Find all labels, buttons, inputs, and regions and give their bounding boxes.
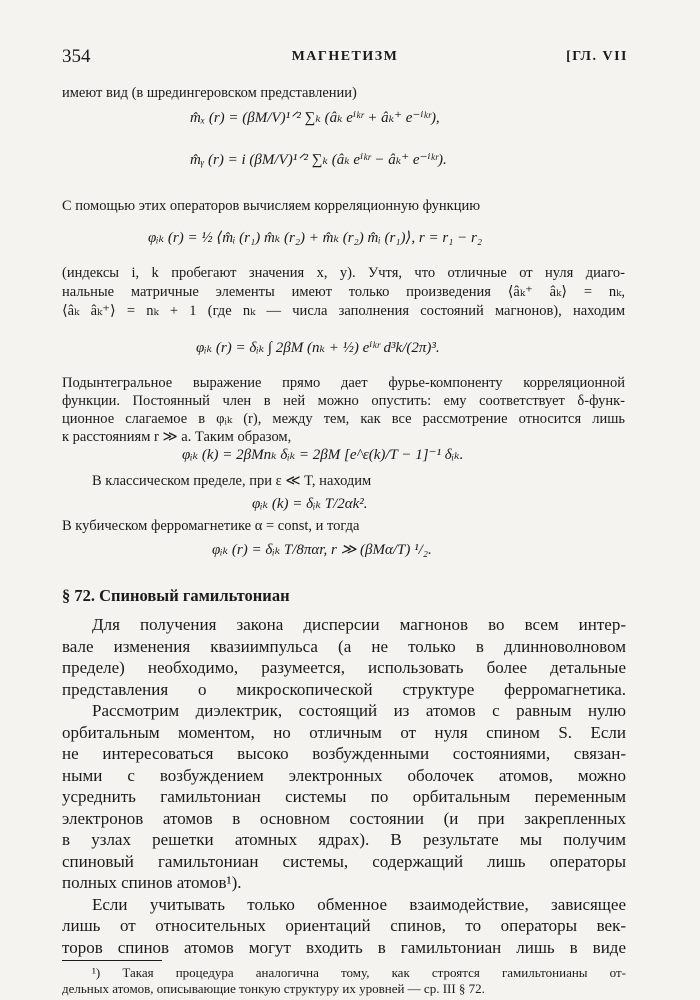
body-line: ными с возбуждением электронных оболочек атомов, можно xyxy=(62,766,626,785)
body-line: представления о микроскопической структуре ферромагнетика. xyxy=(62,680,626,699)
body-line: торов спинов атомов могут входить в гамильтониан лишь в виде xyxy=(62,938,626,957)
equation-my: m̂ᵧ (r) = i (βM/V)¹ᐟ² ∑ₖ (âₖ eⁱᵏʳ − âₖ⁺ e⁻ⁱᵏʳ). xyxy=(190,152,447,168)
body-line: электронов атомов в основном состоянии (и при закрепленных xyxy=(62,809,626,828)
body-line: не интересоваться высоко возбужденными состояниями, связан- xyxy=(62,744,626,763)
equation-phi-cubic: φᵢₖ (r) = δᵢₖ T/8παr, r ≫ (βMα/T) ¹/₂. xyxy=(212,542,432,558)
body-line: полных спинов атомов¹). xyxy=(62,873,242,892)
equation-phi-classical: φᵢₖ (k) = δᵢₖ T/2αk². xyxy=(252,496,368,512)
footnote-line: ¹) Такая процедура аналогична тому, как строятся гамильтонианы от- xyxy=(92,965,626,980)
page-header xyxy=(62,46,628,70)
body-line: Для получения закона дисперсии магнонов во всем интер- xyxy=(92,615,626,634)
equation-phi-k: φᵢₖ (k) = 2βMnₖ δᵢₖ = 2βM [e^ε(k)/T − 1]⁻¹ δᵢₖ. xyxy=(182,447,464,463)
body-line: Если учитывать только обменное взаимодействие, зависящее xyxy=(92,895,626,914)
paragraph-line: нальные матричные элементы имеют только произведения ⟨âₖ⁺ âₖ⟩ = nₖ, xyxy=(62,284,625,300)
body-line: орбитальным моментом, но отличным от нуля спином S. Если xyxy=(62,723,626,742)
paragraph-line: функции. Постоянный член в ней можно опустить: ему соответствует δ-функ- xyxy=(62,393,625,409)
equation-mx: m̂ₓ (r) = (βM/V)¹ᐟ² ∑ₖ (âₖ eⁱᵏʳ + âₖ⁺ e⁻ⁱᵏʳ), xyxy=(190,110,440,126)
paragraph-line: к расстояниям r ≫ a. Таким образом, xyxy=(62,429,292,445)
equation-phi-definition: φᵢₖ (r) = ½ ⟨m̂ᵢ (r₁) m̂ₖ (r₂) + m̂ₖ (r₂) m̂ᵢ (r₁)⟩, r = r₁ − r₂ xyxy=(148,230,483,246)
body-line: Рассмотрим диэлектрик, состоящий из атомов с равным нулю xyxy=(92,701,626,720)
body-line: вале изменения квазиимпульса (а не только в длинноволновом xyxy=(62,637,626,656)
paragraph-line: ционное слагаемое в φᵢₖ (r), между тем, как все рассмотрение относится лишь xyxy=(62,411,625,427)
paragraph-line: ⟨âₖ âₖ⁺⟩ = nₖ + 1 (где nₖ — числа заполнения состояний магнонов), находим xyxy=(62,303,625,319)
equation-phi-integral: φᵢₖ (r) = δᵢₖ ∫ 2βM (nₖ + ½) eⁱᵏʳ d³k/(2π)³. xyxy=(196,340,440,356)
chapter-label: [ГЛ. VII xyxy=(566,49,628,64)
footnote-rule xyxy=(62,960,162,961)
body-line: пределе) необходимо, разумеется, использовать более детальные xyxy=(62,658,626,677)
paragraph-line: Подынтегральное выражение прямо дает фурье-компоненту корреляционной xyxy=(62,375,625,391)
body-line: в узлах решетки атомных ядрах). В результате мы получим xyxy=(62,830,626,849)
cubic-text: В кубическом ферромагнетике α = const, и тогда xyxy=(62,518,360,534)
correlation-intro: С помощью этих операторов вычисляем корреляционную функцию xyxy=(62,198,481,214)
body-line: лишь от относительных ориентаций спинов, то операторы век- xyxy=(62,916,626,935)
section-heading: § 72. Спиновый гамильтониан xyxy=(62,586,290,605)
running-title: МАГНЕТИЗМ xyxy=(291,49,399,64)
intro-text: имеют вид (в шредингеровском представлении) xyxy=(62,85,357,101)
footnote-line: дельных атомов, описывающие тонкую структуру их уровней — ср. III § 72. xyxy=(62,981,485,996)
paragraph-line: (индексы i, k пробегают значения x, y). Учтя, что отличные от нуля диаго- xyxy=(62,265,625,281)
page-number: 354 xyxy=(62,46,91,67)
body-line: усреднить гамильтониан системы по орбитальным переменным xyxy=(62,787,626,806)
body-line: спиновый гамильтониан системы, содержащий лишь операторы xyxy=(62,852,626,871)
classical-limit-text: В классическом пределе, при ε ≪ T, находим xyxy=(92,473,372,489)
